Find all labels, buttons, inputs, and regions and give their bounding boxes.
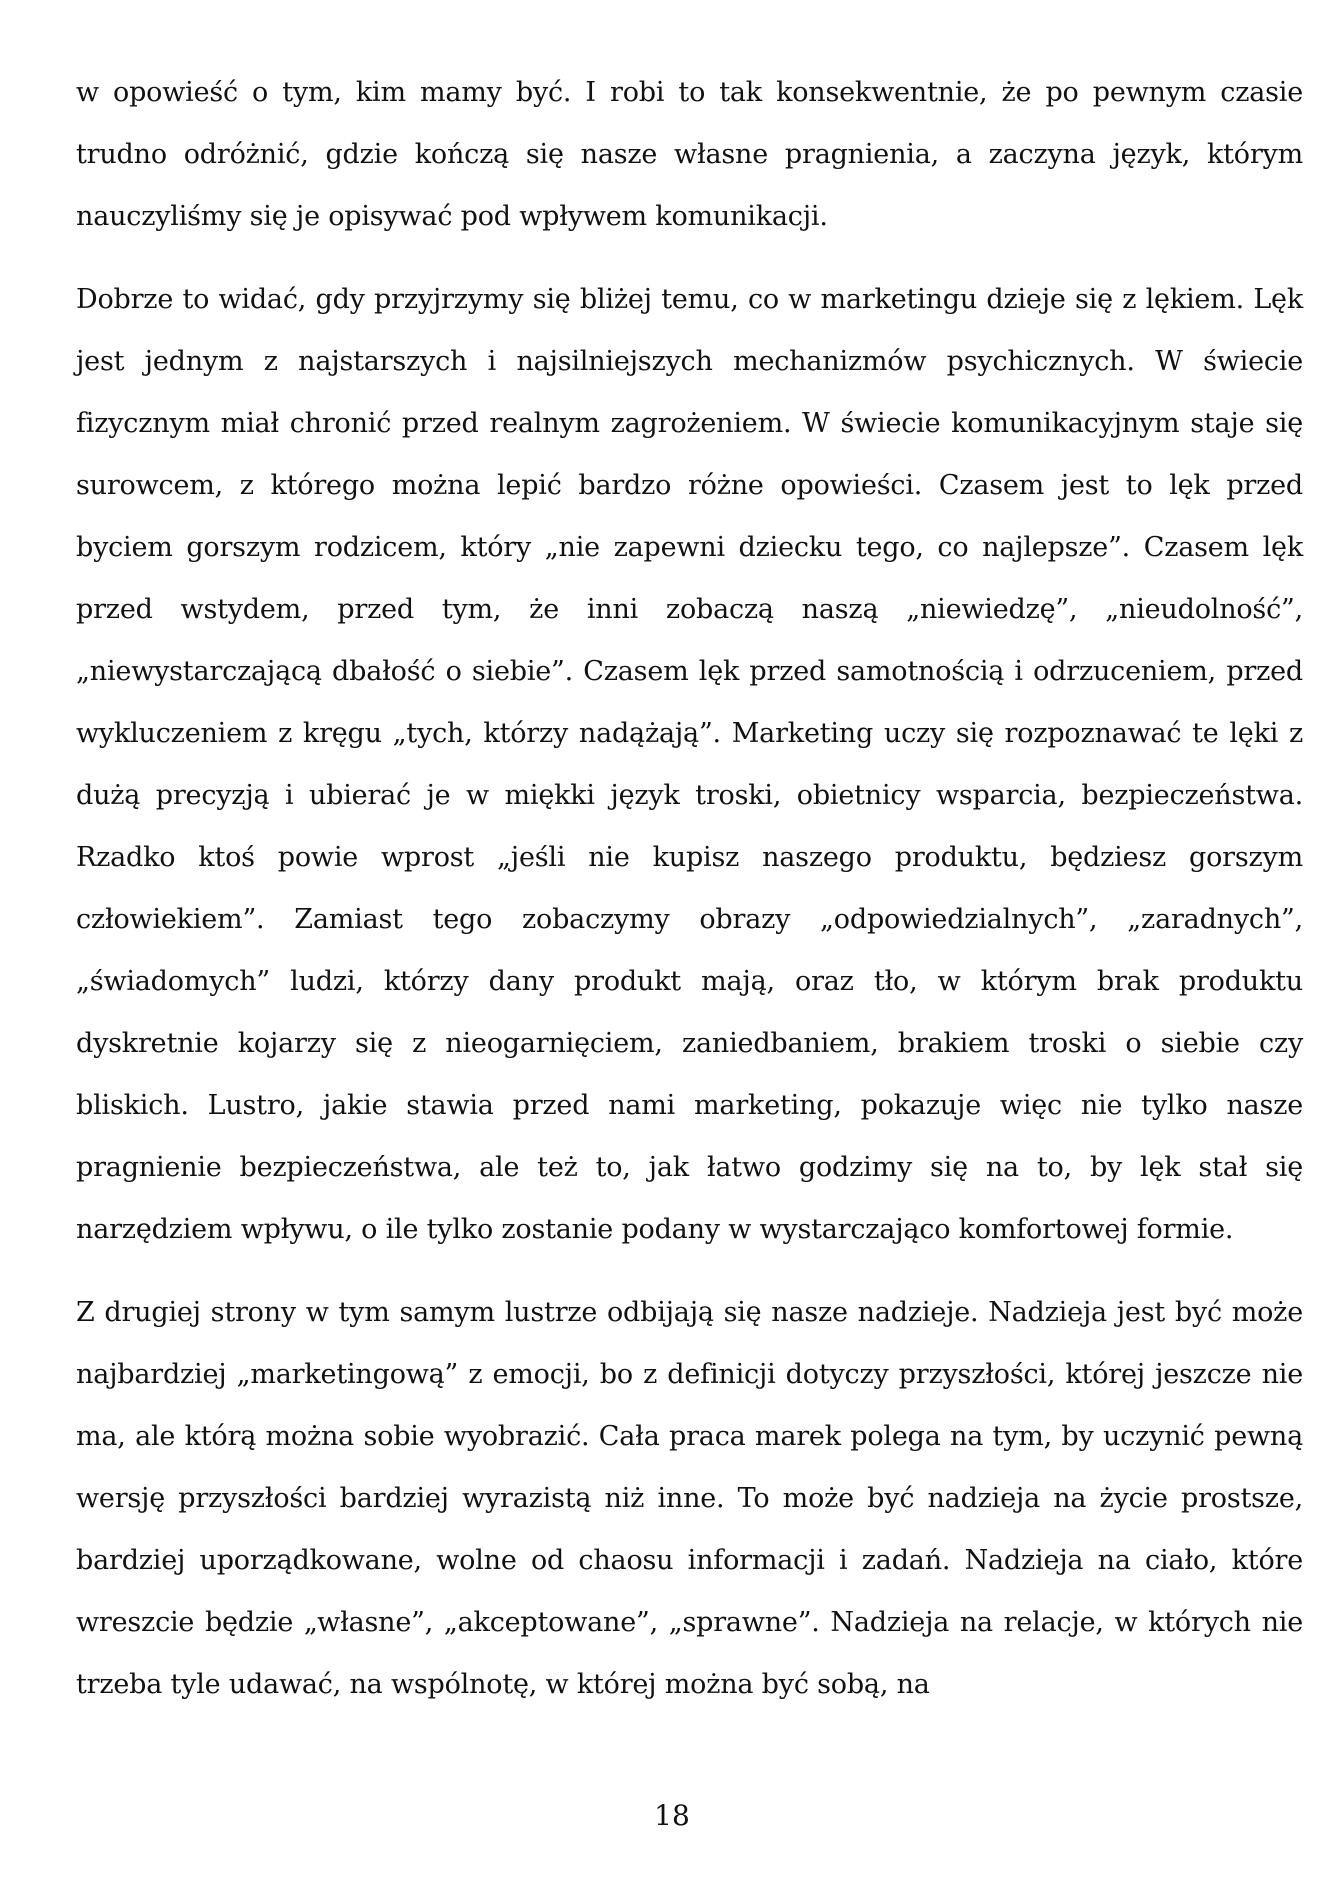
page-number: 18 <box>654 1799 690 1832</box>
paragraph: Dobrze to widać, gdy przyjrzymy się bliżej temu, co w marketingu dzieje się z lękiem. Lęk jest jednym z najstarszych i najsilniejszych mechanizmów psychicznych. W świecie fizycznym miał chronić przed realnym zagrożeniem. W świecie komunikacyjnym staje się surowcem, z którego można lepić bardzo różne opowieści. Czasem jest to lęk przed byciem gorszym rodzicem, który „nie zapewni dziecku tego, co najlepsze”. Czasem lęk przed wstydem, przed tym, że inni zobaczą naszą „niewiedzę”, „nieudolność”, „niewystarczającą dbałość o siebie”. Czasem lęk przed samotnością i odrzuceniem, przed wykluczeniem z kręgu „tych, którzy nadążają”. Marketing uczy się rozpoznawać te lęki z dużą precyzją i ubierać je w miękki język troski, obietnicy wsparcia, bezpieczeństwa. Rzadko ktoś powie wprost „jeśli nie kupisz naszego produktu, będziesz gorszym człowiekiem”. Zamiast tego zobaczymy obrazy „odpowiedzialnych”, „zaradnych”, „świadomych” ludzi, którzy dany produkt mają, oraz tło, w którym brak produktu dyskretnie kojarzy się z nieogarnięciem, zaniedbaniem, brakiem troski o siebie czy bliskich. Lustro, jakie stawia przed nami marketing, pokazuje więc nie tylko nasze pragnienie bezpieczeństwa, ale też to, jak łatwo godzimy się na to, by lęk stał się narzędziem wpływu, o ile tylko zostanie podany w wystarczająco komfortowej formie. <box>76 284 1303 1245</box>
paragraph: Z drugiej strony w tym samym lustrze odbijają się nasze nadzieje. Nadzieja jest być może najbardziej „marketingową” z emocji, bo z definicji dotyczy przyszłości, której jeszcze nie ma, ale którą można sobie wyobrazić. Cała praca marek polega na tym, by uczynić pewną wersję przyszłości bardziej wyrazistą niż inne. To może być nadzieja na życie prostsze, bardziej uporządkowane, wolne od chaosu informacji i zadań. Nadzieja na ciało, które wreszcie będzie „własne”, „akceptowane”, „sprawne”. Nadzieja na relacje, w których nie trzeba tyle udawać, na wspólnotę, w której można być sobą, na <box>76 1297 1303 1700</box>
paragraph: w opowieść o tym, kim mamy być. I robi to tak konsekwentnie, że po pewnym czasie trudno odróżnić, gdzie kończą się nasze własne pragnienia, a zaczyna język, którym nauczyliśmy się je opisywać pod wpływem komunikacji. <box>76 77 1303 232</box>
body-text <box>76 62 1303 1716</box>
